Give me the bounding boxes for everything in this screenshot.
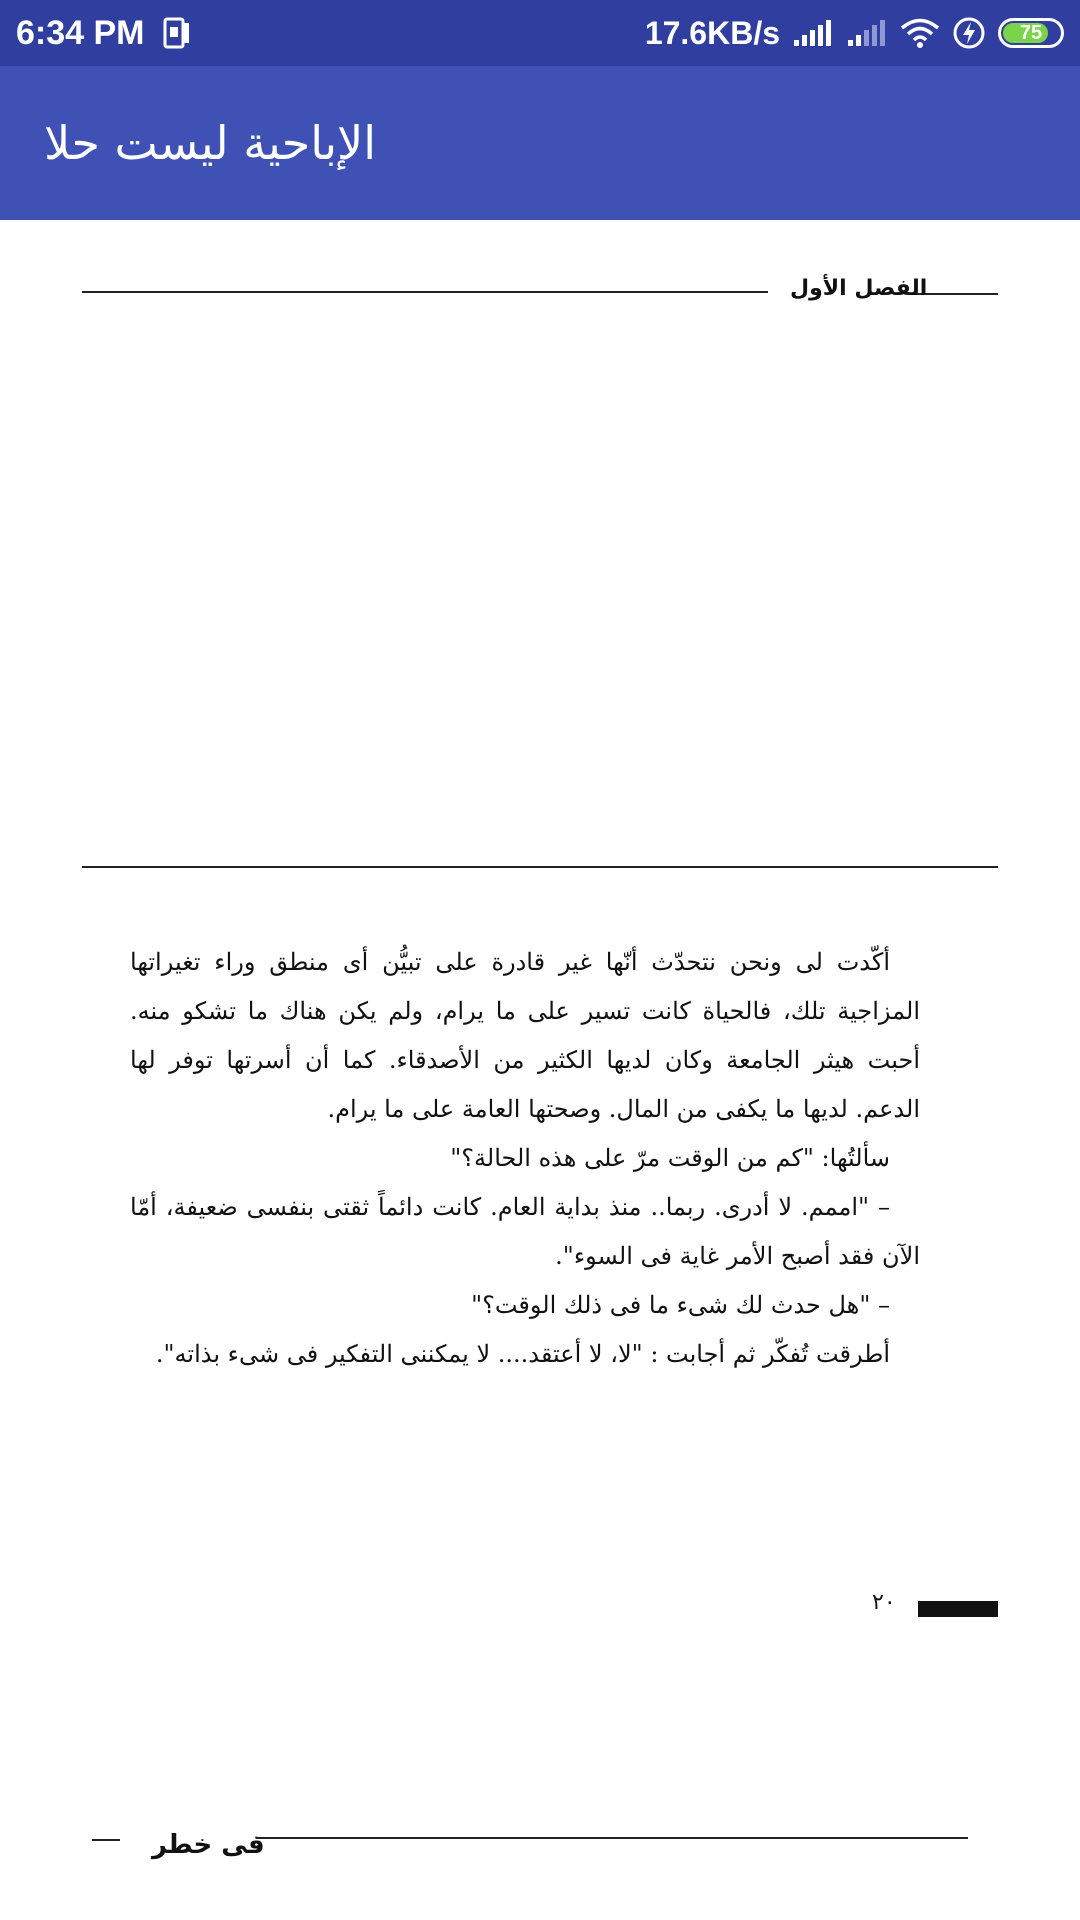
page-number-bar <box>918 1601 998 1617</box>
app-title: الإباحية ليست حلا <box>44 116 377 170</box>
section-divider <box>82 866 998 868</box>
sim-card-icon <box>159 15 195 51</box>
charging-bolt-icon <box>952 16 986 50</box>
paragraph: سألتُها: "كم من الوقت مرّ على هذه الحالة؟" <box>450 1144 890 1172</box>
page-number: ٢٠ <box>872 1590 896 1615</box>
chapter-header: الفصل الأول <box>790 276 928 301</box>
status-bar <box>0 0 1080 66</box>
footer-rule-right <box>256 1837 968 1839</box>
battery-icon <box>998 18 1064 48</box>
next-page-header: فى خطر <box>152 1830 265 1860</box>
wifi-icon <box>900 17 940 49</box>
footer-rule-left <box>92 1839 120 1841</box>
network-speed: 17.6KB/s <box>644 14 780 51</box>
page-body-text <box>130 938 920 1379</box>
status-right-group <box>645 15 1064 52</box>
header-rule-left <box>82 291 768 293</box>
app-bar <box>0 66 1080 220</box>
status-time: 6:34 PM <box>16 13 145 52</box>
battery-level: 75 <box>1019 21 1043 44</box>
paragraph: أكّدت لى ونحن نتحدّث أنّها غير قادرة على تبيُّن أى منطق وراء تغيراتها المزاجية تلك، فالحياة كانت تسير على ما يرام، ولم يكن هناك ما تشكو منه. أحبت هيثر الجامعة وكان لديها الكثير من الأصدقاء. كما أن أسرتها توفر لها الدعم. لديها ما يكفى من المال. وصحتها العامة على ما يرام. <box>130 948 920 1123</box>
signal-weak-icon <box>846 18 888 48</box>
signal-icon <box>792 18 834 48</box>
book-page-view[interactable] <box>0 220 1080 1920</box>
paragraph: – "هل حدث لك شىء ما فى ذلك الوقت؟" <box>471 1291 890 1319</box>
paragraph: أطرقت تُفكّر ثم أجابت : "لا، لا أعتقد.... لا يمكننى التفكير فى شىء بذاته". <box>155 1340 890 1368</box>
paragraph: – "اممم. لا أدرى. ربما.. منذ بداية العام. كانت دائماً ثقتى بنفسى ضعيفة، أمّا الآن فقد أصبح الأمر غاية فى السوء". <box>130 1193 920 1270</box>
